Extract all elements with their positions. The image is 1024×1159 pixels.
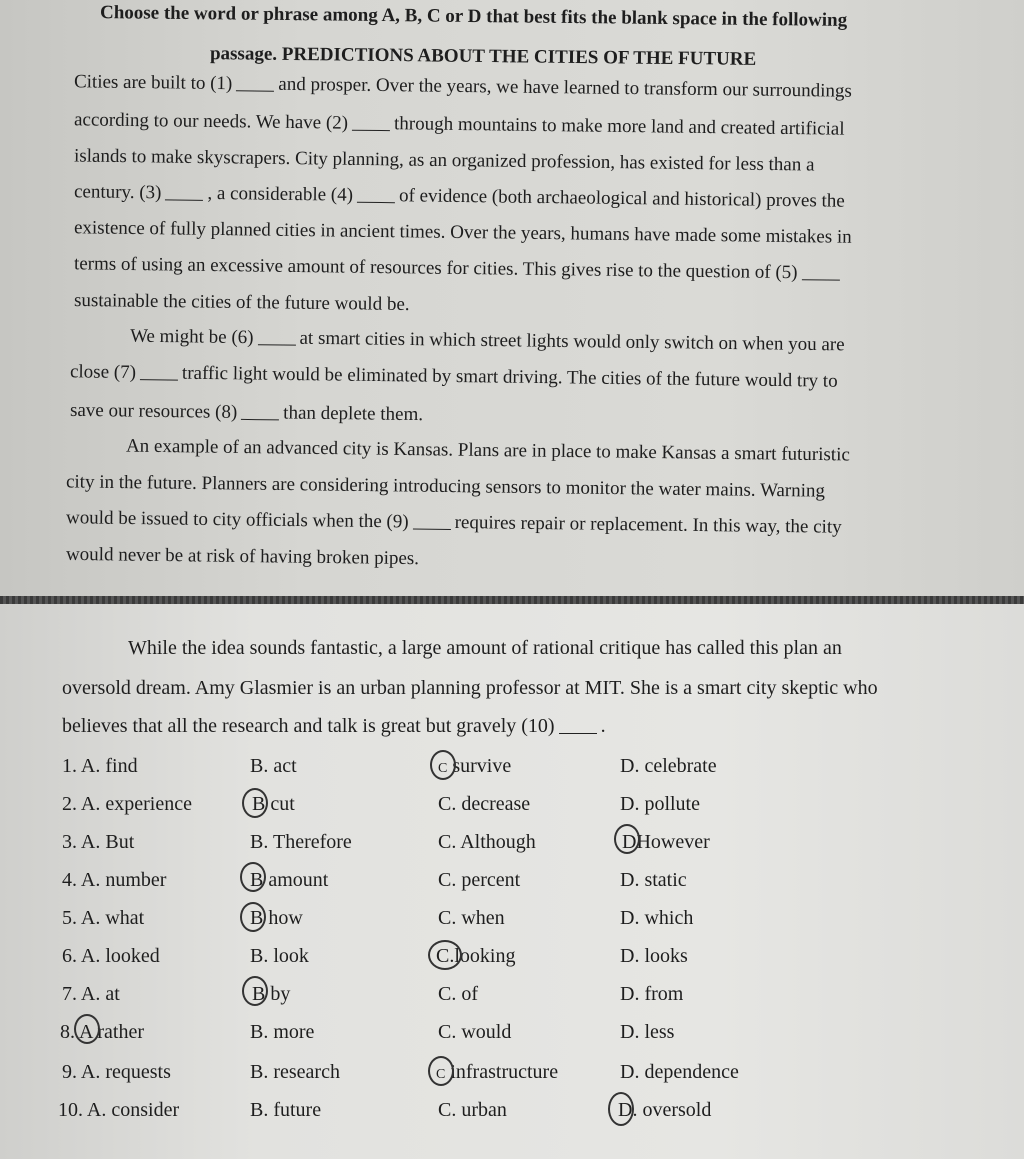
option-c[interactable]: C. when: [438, 907, 505, 929]
passage-line: [74, 290, 410, 316]
option-d[interactable]: D. celebrate: [620, 755, 717, 777]
option-b-circled[interactable]: B by: [246, 982, 290, 1006]
question-number-circled[interactable]: 8. A rather: [60, 1020, 144, 1044]
passage-line: [62, 714, 606, 738]
page-separator: [0, 596, 1024, 604]
text-segment: oversold dream. Amy Glasmier is an urban planning professor at MIT. She is a smart city skeptic who: [62, 677, 878, 699]
option-d[interactable]: D. looks: [620, 945, 688, 967]
passage-line: [70, 400, 423, 426]
question-number: 3. A. But: [62, 831, 135, 853]
option-d-circled[interactable]: D. oversold: [612, 1098, 711, 1122]
text-segment: existence of fully planned cities in ancient times. Over the years, humans have made some mistakes in: [73, 217, 852, 248]
passage-line: [66, 544, 419, 570]
option-b-circled[interactable]: B how: [244, 906, 303, 930]
passage-line: [62, 676, 878, 700]
text-segment: at smart cities in which street lights would only switch on when you are: [299, 327, 845, 356]
instructions-line-1: Choose the word or phrase among A, B, C or D that best fits the blank space in the following: [99, 2, 848, 31]
passage-line: [130, 326, 845, 357]
option-d[interactable]: D. which: [620, 907, 694, 929]
question-number: 7. A. at: [62, 983, 120, 1005]
text-segment: Cities are built to (1): [73, 71, 233, 95]
text-segment: century. (3): [73, 181, 162, 204]
blank-1: [236, 90, 274, 91]
blank-6: [257, 344, 295, 345]
option-c-circled[interactable]: C survive: [432, 754, 511, 781]
text-segment: would be issued to city officials when the (9): [65, 507, 409, 533]
option-c[interactable]: C. percent: [438, 869, 521, 891]
blank-4: [357, 202, 395, 203]
worksheet-page-bottom: [0, 604, 1024, 1159]
text-segment: requires repair or replacement. In this way, the city: [454, 512, 842, 538]
question-number: 9. A. requests: [62, 1061, 171, 1083]
option-b[interactable]: B. research: [250, 1061, 340, 1083]
blank-7: [140, 379, 178, 380]
blank-5: [801, 279, 839, 280]
text-segment: city in the future. Planners are considering introducing sensors to monitor the water mains. Warning: [65, 471, 826, 502]
option-b-circled[interactable]: B cut: [246, 792, 295, 816]
passage-title: passage. PREDICTIONS ABOUT THE CITIES OF THE FUTURE: [209, 43, 757, 70]
passage-line: [74, 109, 845, 140]
passage-line: [126, 436, 850, 467]
blank-9: [413, 528, 451, 529]
passage-line: [74, 253, 844, 284]
passage-line: [74, 181, 845, 212]
blank-2: [352, 130, 390, 131]
text-segment: terms of using an excessive amount of resources for cities. This gives rise to the question of (5): [73, 253, 798, 284]
text-segment: and prosper. Over the years, we have learned to transform our surroundings: [278, 73, 852, 102]
text-segment: according to our needs. We have (2): [73, 109, 349, 134]
option-d[interactable]: D. less: [620, 1021, 675, 1043]
text-segment: through mountains to make more land and created artificial: [393, 113, 845, 140]
text-segment: of evidence (both archaeological and historical) proves the: [398, 185, 845, 212]
question-number: 5. A. what: [62, 907, 145, 929]
option-b[interactable]: B. future: [250, 1099, 322, 1121]
question-number: 2. A. experience: [62, 793, 192, 815]
question-number: 6. A. looked: [62, 945, 160, 967]
option-b[interactable]: B. act: [250, 755, 297, 777]
question-number: 4. A. number: [62, 869, 167, 891]
option-c[interactable]: C. decrease: [438, 793, 531, 815]
passage-line: [74, 145, 815, 176]
option-b-circled[interactable]: B amount: [244, 868, 328, 892]
option-c[interactable]: C. would: [438, 1021, 512, 1043]
question-number: 1. A. find: [62, 755, 138, 777]
option-d[interactable]: D. pollute: [620, 793, 700, 815]
passage-line: [66, 507, 842, 538]
text-segment: than deplete them.: [283, 402, 424, 426]
text-segment: would never be at risk of having broken pipes.: [65, 543, 420, 570]
blank-10: [559, 733, 597, 734]
text-segment: .: [600, 715, 606, 737]
text-segment: We might be (6): [129, 325, 254, 349]
text-segment: save our resources (8): [69, 399, 238, 423]
text-segment: close (7): [69, 361, 137, 384]
option-c[interactable]: C. of: [438, 983, 478, 1005]
text-segment: islands to make skyscrapers. City planning, as an organized profession, has existed for less than a: [73, 145, 815, 176]
question-number: 10. A. consider: [58, 1099, 180, 1121]
blank-8: [241, 419, 279, 420]
option-d[interactable]: D. from: [620, 983, 684, 1005]
passage-line: [128, 636, 842, 660]
option-b[interactable]: B. more: [250, 1021, 315, 1043]
option-d[interactable]: D. dependence: [620, 1061, 739, 1083]
option-c-circled[interactable]: C.looking: [430, 944, 515, 968]
text-segment: believes that all the research and talk is great but gravely (10): [62, 715, 555, 737]
passage-line: [66, 471, 825, 502]
text-segment: An example of an advanced city is Kansas. Plans are in place to make Kansas a smart futuristic: [125, 435, 850, 466]
text-segment: sustainable the cities of the future would be.: [73, 289, 410, 316]
passage-line: [70, 361, 838, 392]
option-d-circled[interactable]: DHowever: [616, 830, 710, 854]
option-c[interactable]: C. Although: [438, 831, 536, 853]
blank-3: [165, 199, 203, 200]
option-d[interactable]: D. static: [620, 869, 687, 891]
passage-line: [74, 71, 852, 103]
passage-line: [74, 217, 852, 248]
option-c-circled[interactable]: C infrastructure: [430, 1060, 558, 1087]
option-c[interactable]: C. urban: [438, 1099, 507, 1121]
option-b[interactable]: B. look: [250, 945, 309, 967]
text-segment: traffic light would be eliminated by smart driving. The cities of the future would try to: [181, 362, 838, 392]
option-b[interactable]: B. Therefore: [250, 831, 352, 853]
text-segment: , a considerable (4): [207, 182, 354, 206]
text-segment: While the idea sounds fantastic, a large amount of rational critique has called this plan an: [128, 637, 842, 659]
